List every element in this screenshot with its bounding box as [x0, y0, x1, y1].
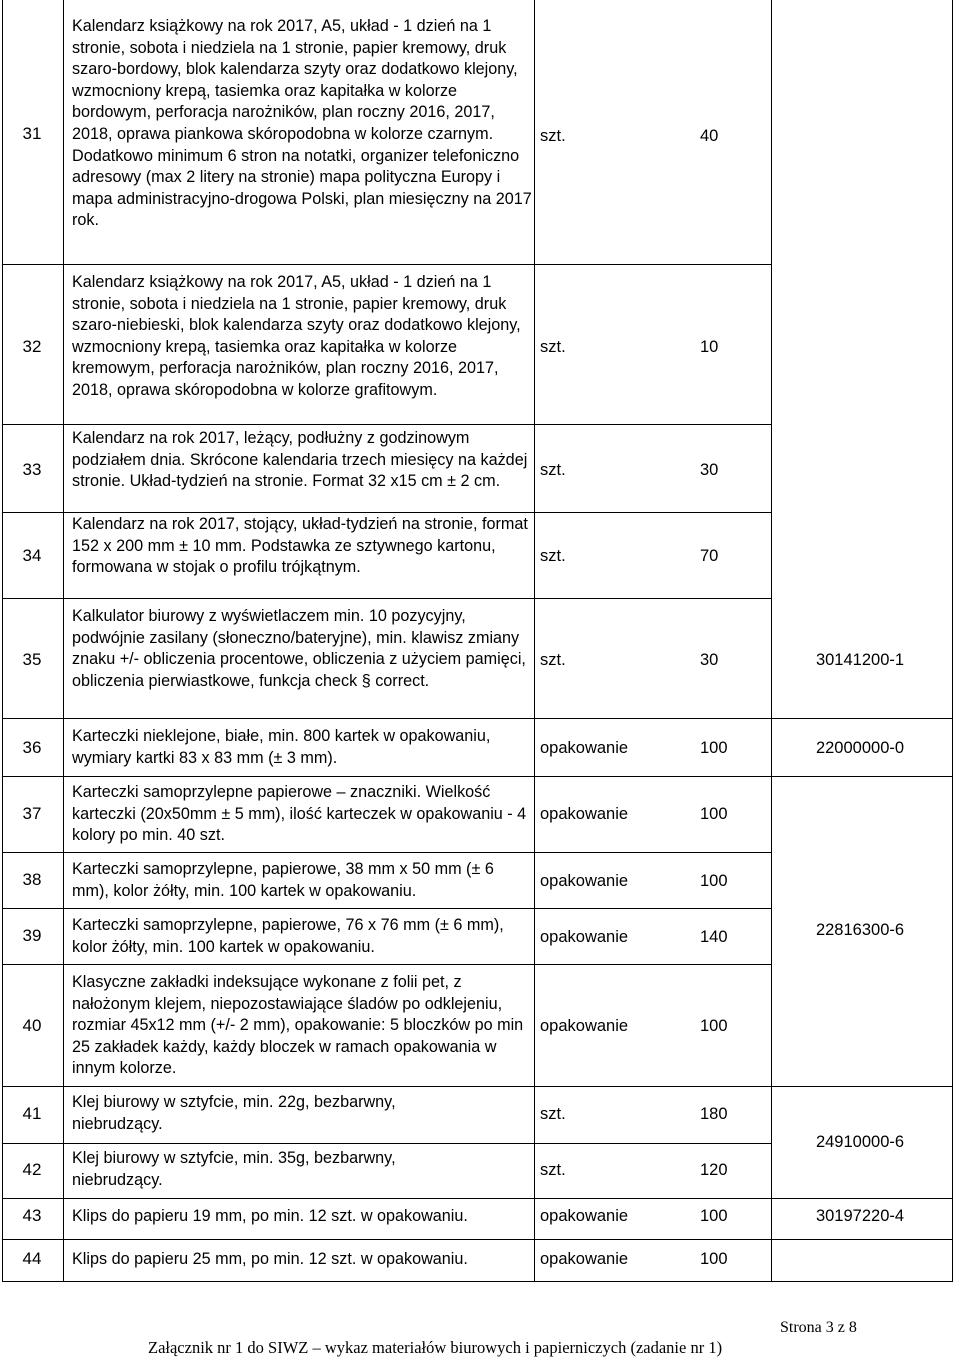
row-separator — [2, 964, 771, 965]
item-quantity: 100 — [700, 805, 728, 823]
item-unit: szt. — [540, 338, 566, 356]
table-divider-num — [63, 0, 64, 1282]
item-quantity: 100 — [700, 739, 728, 757]
row-number: 41 — [22, 1104, 42, 1123]
row-number: 42 — [22, 1160, 42, 1179]
item-unit: opakowanie — [540, 739, 629, 757]
item-unit: opakowanie — [540, 1207, 629, 1225]
item-unit: opakowanie — [540, 1017, 629, 1035]
item-description: Kalendarz na rok 2017, leżący, podłużny z godzinowym podziałem dnia. Skrócone kalendaria trzech miesięcy na każdej stronie. Układ-tydzień na stronie. Format 32 x15 cm ± 2 cm. — [72, 429, 528, 491]
item-description: Klej biurowy w sztyfcie, min. 35g, bezbarwny, niebrudzący. — [72, 1149, 396, 1189]
item-description: Kalkulator biurowy z wyświetlaczem min. 10 pozycyjny, podwójnie zasilany (słoneczno/bateryjne), min. klawisz zmiany znaku +/- obliczenia procentowe, obliczenia z użyciem pamięci, obliczenia pierwiastkowe, funkcja check § correct. — [72, 607, 526, 690]
item-description: Kalendarz na rok 2017, stojący, układ-tydzień na stronie, format 152 x 200 mm ± 10 mm. Podstawka ze sztywnego kartonu, formowana w stojak o profilu trójkątnym. — [72, 515, 528, 577]
item-quantity: 30 — [700, 461, 719, 479]
item-description: Karteczki samoprzylepne, papierowe, 38 mm x 50 mm (± 6 mm), kolor żółty, min. 100 kartek w opakowaniu. — [72, 860, 494, 900]
item-quantity: 30 — [700, 651, 719, 669]
item-unit: opakowanie — [540, 1250, 629, 1268]
item-unit: opakowanie — [540, 805, 629, 823]
row-number: 32 — [22, 337, 42, 356]
item-quantity: 100 — [700, 1207, 728, 1225]
item-description: Kalendarz książkowy na rok 2017, A5, układ - 1 dzień na 1 stronie, sobota i niedziela na 1 stronie, papier kremowy, druk szaro-bordowy, blok kalendarza szyty oraz dodatkowo klejony, wzmocniony krepą, tasiemka oraz kapitałka w kolorze bordowym, perforacja narożników, plan roczny 2016, 2017, 2018, oprawa piankowa skóropodobna w kolorze czarnym. Dodatkowo minimum 6 stron na notatki, organizer telefoniczno adresowy (max 2 litery na stronie) mapa polityczna Europy i mapa administracyjno-drogowa Polski, plan miesięczny na 2017 rok. — [72, 17, 532, 230]
row-number: 31 — [22, 124, 42, 143]
item-unit: szt. — [540, 1161, 566, 1179]
item-quantity: 100 — [700, 1017, 728, 1035]
item-description: Klej biurowy w sztyfcie, min. 22g, bezbarwny, niebrudzący. — [72, 1093, 396, 1133]
item-quantity: 70 — [700, 547, 719, 565]
item-quantity: 100 — [700, 872, 728, 890]
item-quantity: 180 — [700, 1105, 728, 1123]
page-number: Strona 3 z 8 — [780, 1319, 857, 1336]
row-number: 36 — [22, 738, 42, 757]
footer-note: Załącznik nr 1 do SIWZ – wykaz materiałów biurowych i papierniczych (zadanie nr 1) — [148, 1338, 723, 1357]
row-number: 43 — [22, 1206, 42, 1225]
item-unit: szt. — [540, 651, 566, 669]
table-divider-desc — [534, 0, 535, 1282]
row-number: 33 — [22, 460, 42, 479]
row-separator — [2, 1143, 771, 1144]
item-unit: opakowanie — [540, 928, 629, 946]
item-quantity: 100 — [700, 1250, 728, 1268]
row-separator — [2, 1198, 953, 1199]
item-unit: szt. — [540, 127, 566, 145]
cpv-code: 30197220-4 — [815, 1207, 905, 1225]
row-separator — [2, 1239, 953, 1240]
cpv-code: 30141200-1 — [815, 651, 905, 669]
cpv-code: 22000000-0 — [815, 739, 905, 757]
row-separator — [2, 512, 771, 513]
table-border-bottom — [2, 1281, 953, 1282]
item-description: Kalendarz książkowy na rok 2017, A5, układ - 1 dzień na 1 stronie, sobota i niedziela na 1 stronie, papier kremowy, druk szaro-niebieski, blok kalendarza szyty oraz dodatkowo klejony, wzmocniony krepą, tasiemka oraz kapitałka w kolorze kremowym, perforacja narożników, plan roczny 2016, 2017, 2018, oprawa skóropodobna w kolorze grafitowym. — [72, 273, 521, 399]
row-number: 39 — [22, 926, 42, 945]
item-description: Karteczki nieklejone, białe, min. 800 kartek w opakowaniu, wymiary kartki 83 x 83 mm (± 3 mm). — [72, 727, 491, 767]
table-divider-cpv — [771, 0, 772, 1282]
table-border-right — [952, 0, 953, 1282]
row-separator — [2, 852, 771, 853]
item-unit: opakowanie — [540, 872, 629, 890]
table-border-left — [2, 0, 3, 1282]
item-unit: szt. — [540, 461, 566, 479]
item-unit: szt. — [540, 547, 566, 565]
row-separator — [2, 424, 771, 425]
row-separator — [2, 1086, 953, 1087]
row-separator — [2, 264, 771, 265]
row-number: 37 — [22, 804, 42, 823]
item-description: Karteczki samoprzylepne papierowe – znaczniki. Wielkość karteczki (20x50mm ± 5 mm), ilość karteczek w opakowaniu - 4 kolory po min. 40 szt. — [72, 783, 527, 845]
item-quantity: 140 — [700, 928, 728, 946]
item-description: Klips do papieru 19 mm, po min. 12 szt. w opakowaniu. — [72, 1207, 468, 1225]
row-separator — [2, 908, 771, 909]
row-number: 34 — [22, 546, 42, 565]
item-quantity: 120 — [700, 1161, 728, 1179]
item-description: Karteczki samoprzylepne, papierowe, 76 x 76 mm (± 6 mm), kolor żółty, min. 100 kartek w opakowaniu. — [72, 916, 504, 956]
item-description: Klasyczne zakładki indeksujące wykonane z folii pet, z nałożonym klejem, niepozostawiające śladów po odklejeniu, rozmiar 45x12 mm (+/- 2 mm), opakowanie: 5 bloczków po min 25 zakładek każdy, każdy bloczek w ramach opakowania w innym kolorze. — [72, 973, 524, 1078]
item-unit: szt. — [540, 1105, 566, 1123]
item-quantity: 10 — [700, 338, 719, 356]
row-number: 38 — [22, 870, 42, 889]
cpv-code: 24910000-6 — [815, 1133, 905, 1151]
row-number: 44 — [22, 1249, 42, 1268]
cpv-code: 22816300-6 — [815, 921, 905, 939]
item-description: Klips do papieru 25 mm, po min. 12 szt. w opakowaniu. — [72, 1250, 468, 1268]
row-separator — [2, 718, 953, 719]
row-separator — [2, 776, 953, 777]
row-separator — [2, 598, 771, 599]
item-quantity: 40 — [700, 127, 719, 145]
row-number: 40 — [22, 1016, 42, 1035]
row-number: 35 — [22, 650, 42, 669]
